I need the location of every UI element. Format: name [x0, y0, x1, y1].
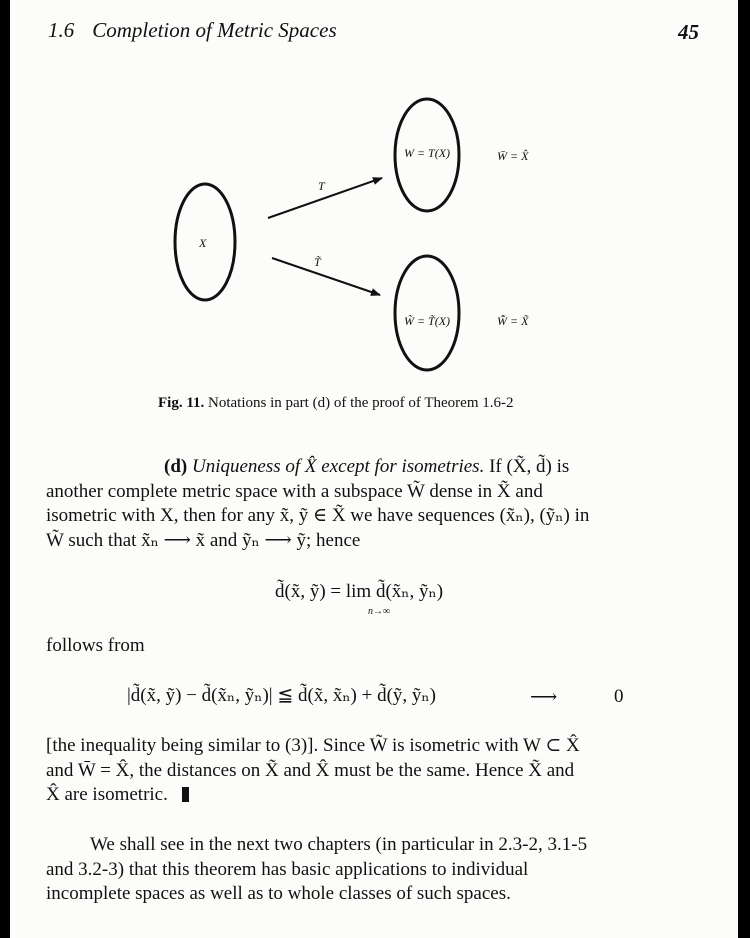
follows-from-text: follows from: [46, 635, 145, 656]
caption-text: Notations in part (d) of the proof of Theorem 1.6-2: [208, 395, 514, 411]
paragraph-line: W̃ such that x̃ₙ ⟶ x̃ and ỹₙ ⟶ ỹ; hence: [46, 529, 361, 551]
paragraph-closing: [46, 833, 710, 907]
paragraph-uniqueness: [46, 455, 710, 553]
equation-inequality: |d̃(x̃, ỹ) − d̃(x̃ₙ, ỹₙ)| ≦ d̃(x̃, x̃ₙ) + d̃(ỹ, ỹₙ): [127, 685, 436, 706]
figure-caption: [158, 395, 514, 412]
part-heading: Uniqueness of X̂ except for isometries.: [191, 456, 485, 477]
equation-limit-subscript: n→∞: [368, 606, 391, 617]
label-w-equals-tx: W = T(X): [403, 146, 451, 160]
label-w-closure: W̄ = X̂: [497, 149, 529, 163]
paragraph-line: We shall see in the next two chapters (in particular in 2.3-2, 3.1-5: [90, 834, 588, 855]
paragraph-line: [46, 783, 710, 808]
figure-diagram: [10, 80, 738, 380]
arrow-t-tilde: [272, 258, 380, 295]
equation-limit: d̃(x̃, ỹ) = lim d̃(x̃ₙ, ỹₙ): [275, 581, 444, 602]
arrow-t: [268, 178, 382, 218]
label-w-tilde-equals: W̃ = T̃(X): [403, 314, 451, 328]
label-t: T: [318, 179, 325, 193]
paragraph-line: [46, 455, 710, 480]
page-number: 45: [678, 20, 699, 44]
part-line1-rest: If (X̃, d̃) is: [484, 456, 570, 477]
caption-number: Fig. 11.: [158, 395, 205, 411]
qed-mark: [182, 787, 189, 802]
section-title: Completion of Metric Spaces: [92, 18, 337, 42]
paragraph-line: and 3.2-3) that this theorem has basic applications to individual: [46, 858, 529, 880]
paragraph-conclusion: [46, 734, 710, 808]
conclusion-line3: X̂ are isometric.: [46, 784, 168, 805]
book-page: [10, 0, 738, 938]
paragraph-line: incomplete spaces as well as to whole classes of such spaces.: [46, 883, 511, 904]
equation-limit-zero: 0: [614, 686, 624, 707]
label-w-tilde-closure: W̃̄ = X̃: [497, 314, 529, 328]
equation-arrow: ⟶: [530, 687, 558, 708]
section-number: 1.6: [48, 18, 75, 42]
part-label: (d): [164, 456, 188, 477]
paragraph-line: and W̄ = X̂, the distances on X̃ and X̂ must be the same. Hence X̃ and: [46, 759, 575, 781]
paragraph-line: [the inequality being similar to (3)]. Since W̃ is isometric with W ⊂ X̂: [46, 735, 580, 756]
label-t-tilde: T̃: [314, 255, 321, 269]
oval-w-tilde: [395, 256, 459, 370]
running-title: [48, 18, 337, 43]
paragraph-line: another complete metric space with a subspace W̃ dense in X̃ and: [46, 480, 543, 502]
paragraph-line: isometric with X, then for any x̃, ỹ ∈ X̃ we have sequences (x̃ₙ), (ỹₙ) in: [46, 505, 590, 526]
label-x: X: [199, 236, 207, 250]
